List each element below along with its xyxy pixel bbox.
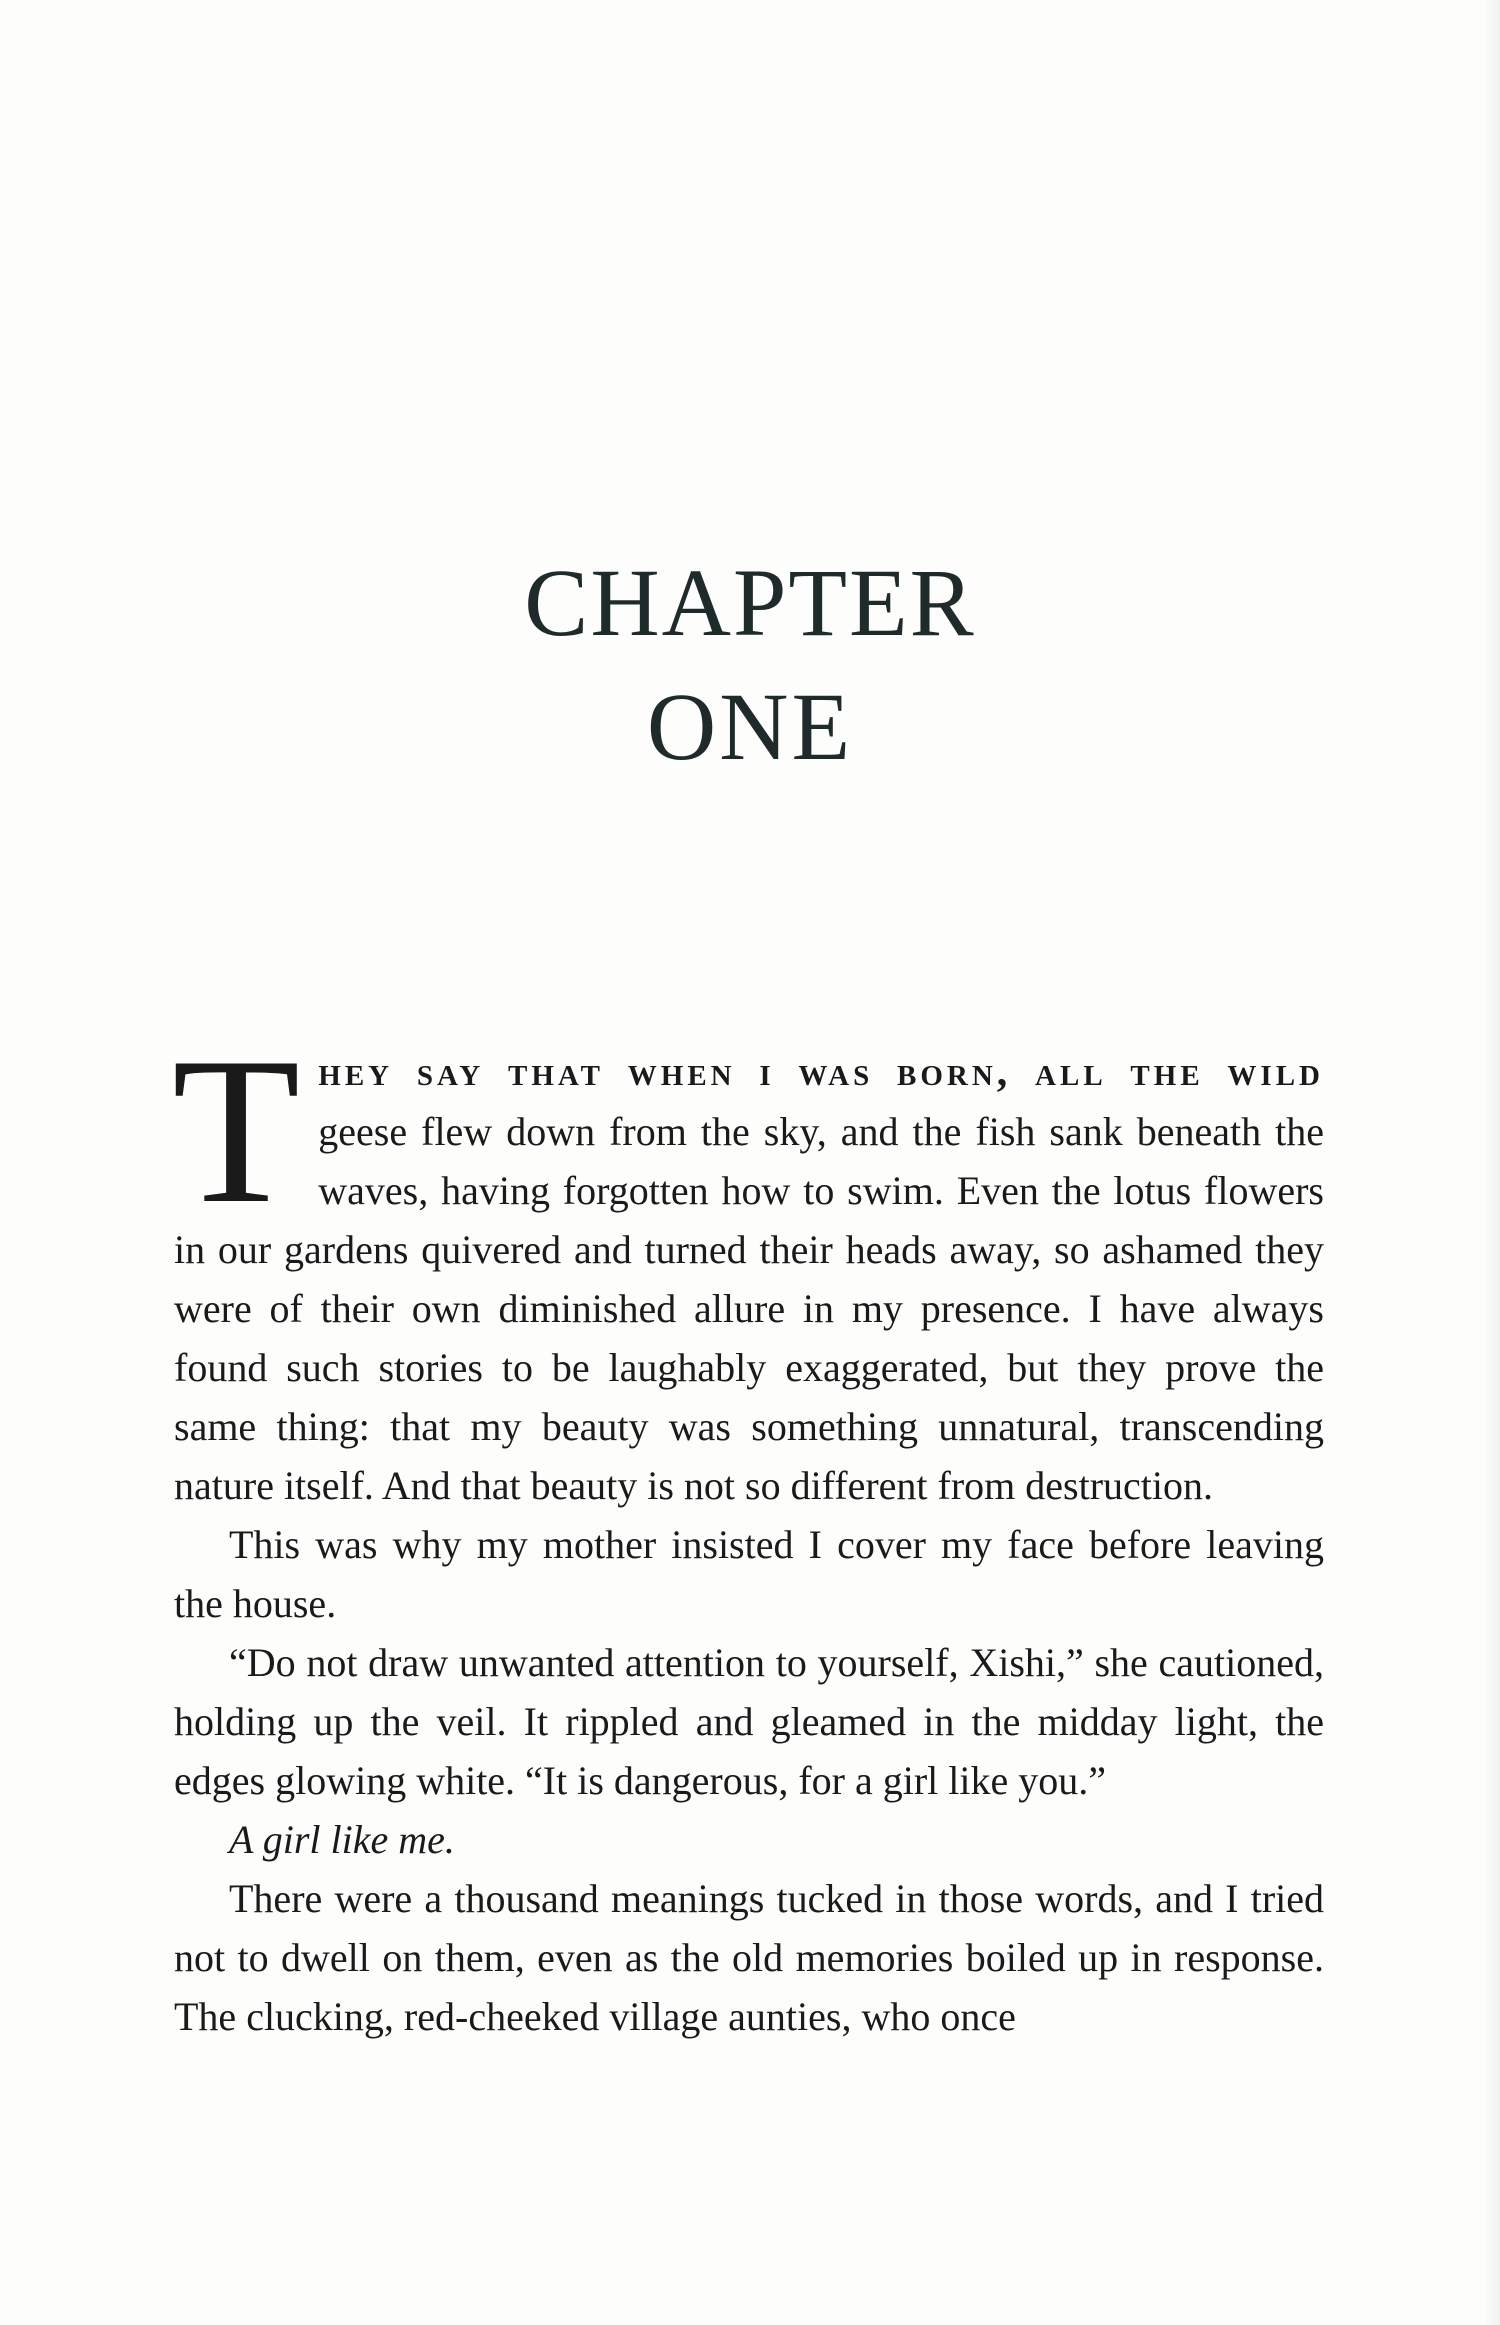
paragraph-2: This was why my mother insisted I cover my face before leaving the house. bbox=[174, 1522, 1324, 1626]
paragraph-1-text: geese flew down from the sky, and the fish sank beneath the waves, having forgotten how to swim. Even the lotus flowers in our gardens quivered and turned their heads away, so ashamed they were of their own diminished allure in my presence. I have always found such stories to be laughably exaggerated, but they prove the same thing: that my beauty was something unnatural, transcending nature itself. And that beauty is not so different from destruction. bbox=[174, 1109, 1324, 1508]
drop-cap: T bbox=[172, 1015, 301, 1247]
paragraph-3: “Do not draw unwanted attention to yourself, Xishi,” she cautioned, holding up the veil. It rippled and gleamed in the midday light, the edges glowing white. “It is dangerous, for a girl like you.” bbox=[174, 1640, 1324, 1803]
chapter-number: ONE bbox=[646, 673, 854, 780]
paragraph-5: There were a thousand meanings tucked in those words, and I tried not to dwell on them, even as the old memories boiled up in response. The clucking, red-cheeked village aunties, who once bbox=[174, 1876, 1324, 2039]
chapter-heading bbox=[0, 549, 1500, 780]
chapter-label: CHAPTER bbox=[524, 549, 976, 656]
opening-small-caps: hey say that when i was born, all the wild bbox=[318, 1049, 1324, 1095]
paragraph-1 bbox=[172, 1015, 1324, 1515]
chapter-body bbox=[172, 1015, 1324, 2046]
page-edge-shadow bbox=[1484, 0, 1500, 2325]
paragraph-4: A girl like me. bbox=[229, 1817, 455, 1862]
